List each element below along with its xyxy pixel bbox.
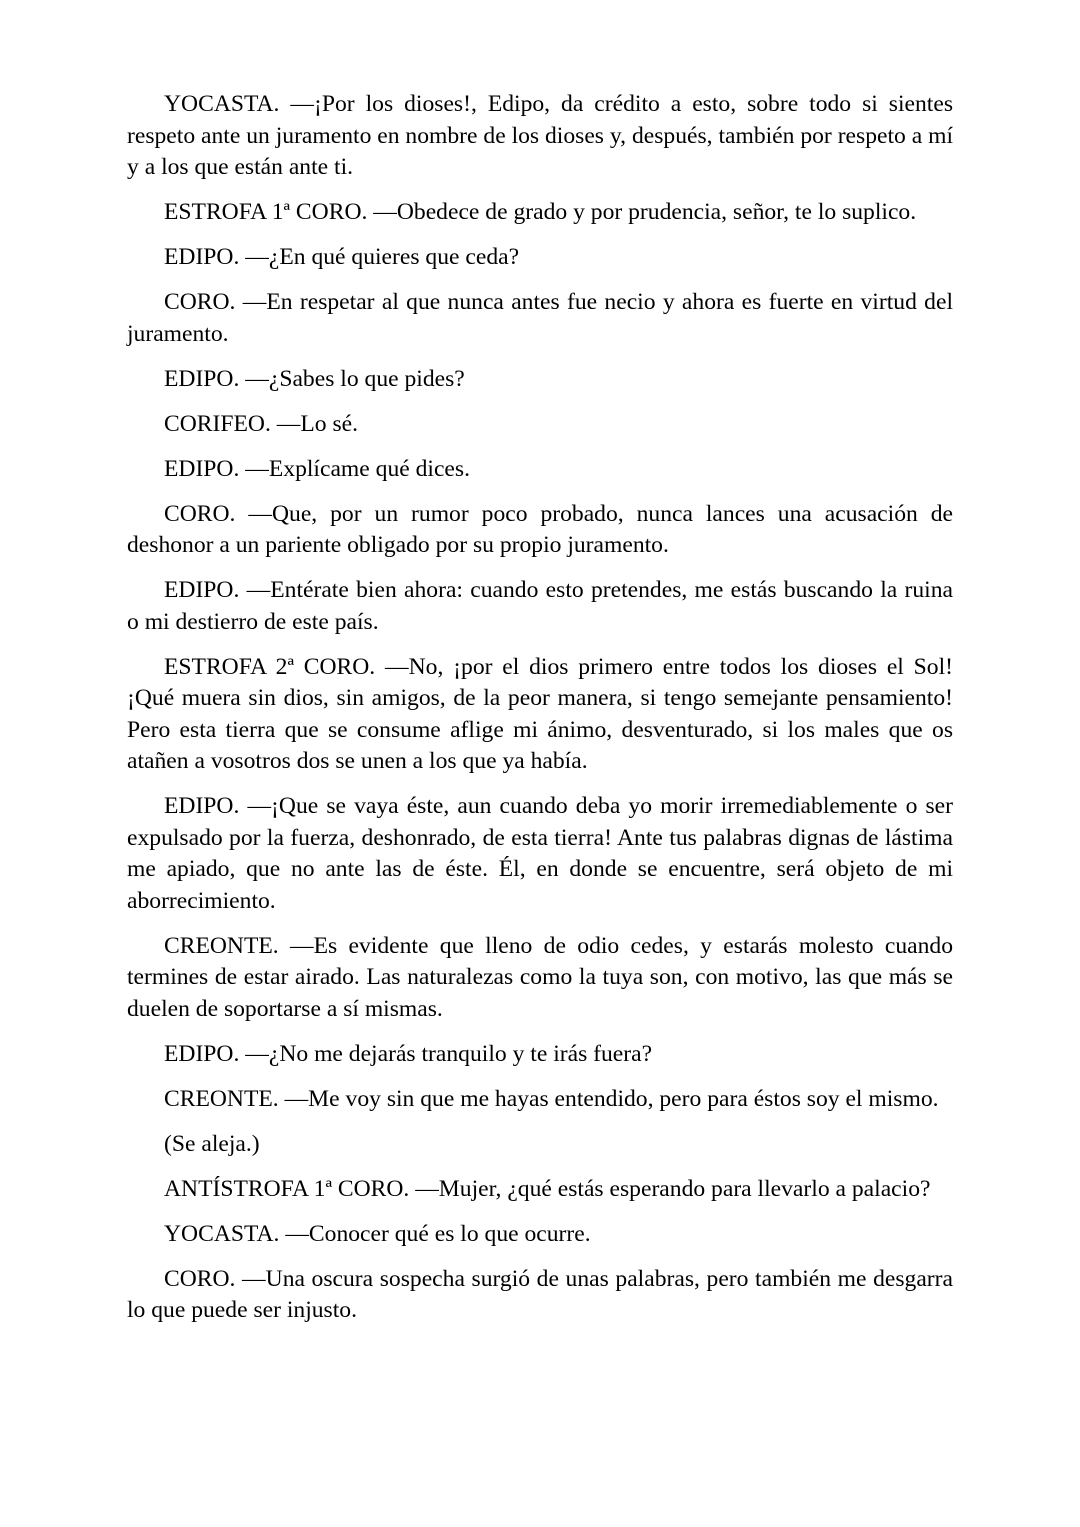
dialogue-estrofa-1-coro: ESTROFA 1ª CORO. —Obedece de grado y por prudencia, señor, te lo suplico.	[164, 199, 917, 225]
dialogue-edipo-que-se-vaya: EDIPO. —¡Que se vaya éste, aun cuando deba yo morir irremediablemente o ser expulsado por la fuerza, deshonrado, de esta tierra! Ante tus palabras dignas de lástima me apiado, que no ante las de éste. Él, en donde se encuentre, será objeto de mi aborrecimiento.	[127, 793, 953, 914]
dialogue-edipo-enterate: EDIPO. —Entérate bien ahora: cuando esto pretendes, me estás buscando la ruina o mi destierro de este país.	[127, 577, 953, 635]
dialogue-edipo-tranquilo: EDIPO. —¿No me dejarás tranquilo y te irás fuera?	[164, 1040, 653, 1067]
dialogue-edipo-explicame: EDIPO. —Explícame qué dices.	[164, 455, 470, 482]
dialogue-antistrofa-1-coro: ANTÍSTROFA 1ª CORO. —Mujer, ¿qué estás esperando para llevarlo a palacio?	[164, 1175, 931, 1202]
document-page	[127, 89, 953, 1340]
dialogue-creonte-me-voy: CREONTE. —Me voy sin que me hayas entendido, pero para éstos soy el mismo.	[164, 1085, 939, 1112]
dialogue-yocasta-conocer: YOCASTA. —Conocer qué es lo que ocurre.	[164, 1220, 591, 1247]
dialogue-edipo-ceda: EDIPO. —¿En qué quieres que ceda?	[164, 244, 520, 270]
dialogue-coro-rumor: CORO. —Que, por un rumor poco probado, nunca lances una acusación de deshonor a un pariente obligado por su propio juramento.	[127, 500, 953, 558]
dialogue-corifeo-lo-se: CORIFEO. —Lo sé.	[164, 410, 358, 437]
stage-direction-se-aleja: (Se aleja.)	[164, 1130, 260, 1157]
dialogue-estrofa-2-coro: ESTROFA 2ª CORO. —No, ¡por el dios primero entre todos los dioses el Sol! ¡Qué muera sin dios, sin amigos, de la peor manera, si tengo semejante pensamiento! Pero esta tierra que se consume aflige mi ánimo, desventurado, si los males que os atañen a vosotros dos se unen a los que ya había.	[127, 653, 953, 774]
dialogue-edipo-sabes: EDIPO. —¿Sabes lo que pides?	[164, 365, 465, 392]
dialogue-coro-sospecha: CORO. —Una oscura sospecha surgió de unas palabras, pero también me desgarra lo que puede ser injusto.	[127, 1265, 953, 1323]
dialogue-coro-respetar: CORO. —En respetar al que nunca antes fue necio y ahora es fuerte en virtud del juramento.	[127, 289, 953, 347]
dialogue-yocasta-oath: YOCASTA. —¡Por los dioses!, Edipo, da crédito a esto, sobre todo si sientes respeto ante un juramento en nombre de los dioses y, después, también por respeto a mí y a los que están ante ti.	[127, 91, 953, 180]
dialogue-creonte-evidente: CREONTE. —Es evidente que lleno de odio cedes, y estarás molesto cuando termines de estar airado. Las naturalezas como la tuya son, con motivo, las que más se duelen de soportarse a sí mismas.	[127, 932, 953, 1022]
